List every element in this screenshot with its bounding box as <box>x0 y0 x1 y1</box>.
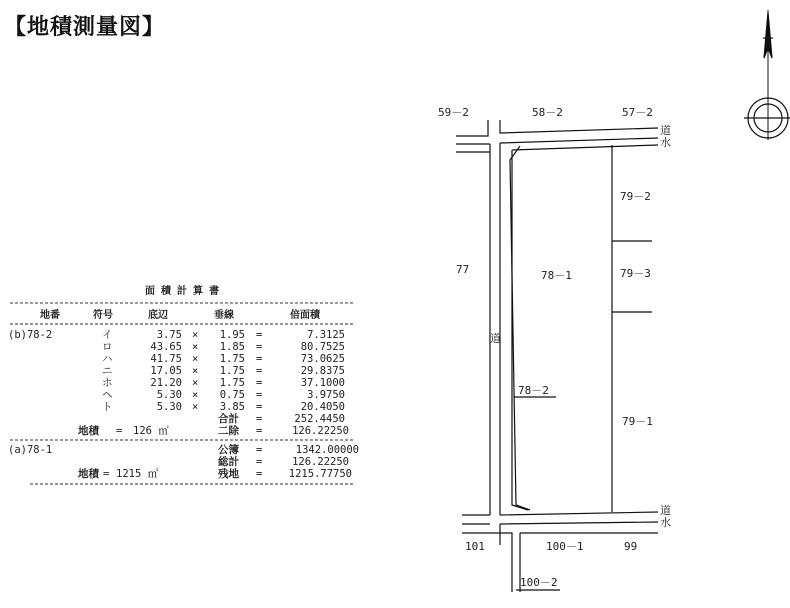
half-equals: = <box>256 425 263 437</box>
half-label: 二除 <box>218 425 239 437</box>
header-chiban: 地番 <box>40 310 60 321</box>
zanchi-label: 残地 <box>218 468 239 480</box>
row-height: 0.75 <box>219 389 245 401</box>
label-79-2: 79－2 <box>620 190 651 203</box>
row-area: 29.8375 <box>300 365 345 377</box>
half-value: 126.22250 <box>292 425 349 437</box>
row-times: × <box>192 329 199 341</box>
row-times: × <box>192 377 199 389</box>
row-base: 17.05 <box>150 365 182 377</box>
row-area: 7.3125 <box>307 329 345 341</box>
row-base: 21.20 <box>150 377 182 389</box>
row-equals: = <box>256 365 263 377</box>
label-waterway-bottom-1: 道 <box>660 504 671 517</box>
north-arrow-icon <box>744 10 790 140</box>
label-99: 99 <box>624 540 638 553</box>
row-times: × <box>192 389 199 401</box>
parcel-78-2-left-edge <box>510 146 530 510</box>
total-value: 252.4450 <box>294 413 345 425</box>
zanchi-value: 1215.77750 <box>288 468 352 480</box>
koubo-label: 公簿 <box>218 444 239 456</box>
label-77: 77 <box>456 263 470 276</box>
row-symbol: イ <box>102 329 113 341</box>
row-base: 3.75 <box>156 329 182 341</box>
row-times: × <box>192 353 199 365</box>
row-area: 37.1000 <box>300 377 345 389</box>
parcel-a-label: (a)78-1 <box>8 444 53 456</box>
row-area: 80.7525 <box>300 341 345 353</box>
soukei-value: 126.22250 <box>292 456 349 468</box>
label-79-1: 79－1 <box>622 415 653 428</box>
row-height: 1.85 <box>219 341 245 353</box>
label-78-1: 78－1 <box>541 269 572 282</box>
row-height: 1.75 <box>219 377 245 389</box>
row-symbol: ニ <box>102 365 113 377</box>
soukei-equals: = <box>256 456 263 468</box>
row-symbol: ヘ <box>102 389 113 401</box>
header-fugou: 符号 <box>93 310 113 321</box>
koubo-value: 1342.00000 <box>295 444 359 456</box>
area-a-label: 地積 <box>78 468 99 480</box>
row-times: × <box>192 341 199 353</box>
row-height: 3.85 <box>219 401 245 413</box>
zanchi-equals: = <box>256 468 263 480</box>
row-equals: = <box>256 329 263 341</box>
row-equals: = <box>256 353 263 365</box>
label-100-2: 100－2 <box>520 576 558 589</box>
row-base: 5.30 <box>156 401 182 413</box>
bottom-road-upper-edge <box>462 512 658 515</box>
area-b-value: 126 ㎡ <box>133 425 169 437</box>
row-height: 1.75 <box>219 353 245 365</box>
parcel-78-2-strip <box>512 150 528 510</box>
row-base: 43.65 <box>150 341 182 353</box>
row-symbol: ハ <box>102 353 113 365</box>
row-height: 1.95 <box>219 329 245 341</box>
area-b-equals: = <box>116 425 123 437</box>
row-area: 73.0625 <box>300 353 345 365</box>
row-times: × <box>192 365 199 377</box>
row-times: × <box>192 401 199 413</box>
koubo-equals: = <box>256 444 263 456</box>
label-58-2: 58－2 <box>532 106 563 119</box>
row-symbol: ホ <box>102 377 113 389</box>
total-equals: = <box>256 413 263 425</box>
header-suisen: 垂線 <box>214 310 234 321</box>
header-teihen: 底辺 <box>148 310 168 321</box>
label-waterway-top-2: 水 <box>660 136 671 149</box>
label-59-2: 59－2 <box>438 106 469 119</box>
parcel-b-label: (b)78-2 <box>8 329 53 341</box>
row-equals: = <box>256 389 263 401</box>
bottom-road-lower-edge <box>462 522 658 524</box>
row-area: 3.9750 <box>307 389 345 401</box>
document-title: 【地積測量図】 <box>4 15 166 40</box>
row-equals: = <box>256 401 263 413</box>
area-a-equals: = <box>103 468 110 480</box>
label-79-3: 79－3 <box>620 267 651 280</box>
area-a-value: 1215 ㎡ <box>116 468 159 480</box>
row-equals: = <box>256 341 263 353</box>
top-road-upper-edge <box>456 120 658 136</box>
row-equals: = <box>256 377 263 389</box>
top-road-inner-edge <box>456 145 658 152</box>
total-label: 合計 <box>218 413 239 425</box>
row-symbol: ロ <box>102 341 113 353</box>
area-b-label: 地積 <box>78 425 99 437</box>
label-57-2: 57－2 <box>622 106 653 119</box>
row-base: 41.75 <box>150 353 182 365</box>
soukei-label: 総計 <box>218 456 239 468</box>
label-101: 101 <box>465 540 485 553</box>
row-symbol: ト <box>102 401 113 413</box>
calc-title: 面 積 計 算 書 <box>145 286 220 297</box>
row-base: 5.30 <box>156 389 182 401</box>
label-100-1: 100－1 <box>546 540 584 553</box>
label-waterway-bottom-2: 水 <box>660 516 671 529</box>
row-height: 1.75 <box>219 365 245 377</box>
label-road-vertical: 道 <box>490 332 501 345</box>
top-road-lower-edge <box>456 138 658 144</box>
label-78-2: 78－2 <box>518 384 549 397</box>
label-waterway-top-1: 道 <box>660 124 671 137</box>
row-area: 20.4050 <box>300 401 345 413</box>
header-baimenseki: 倍面積 <box>290 310 320 321</box>
